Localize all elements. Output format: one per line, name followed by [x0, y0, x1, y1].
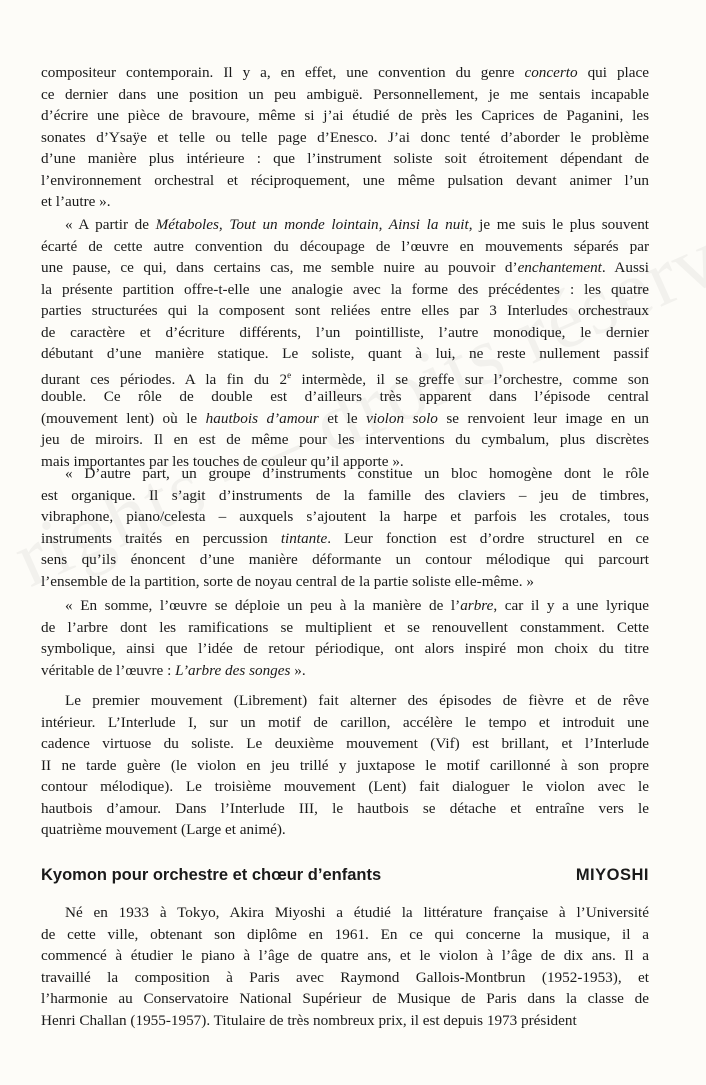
text-line [41, 429, 649, 451]
text-run: cadence virtuose du soliste. Le deuxième mouvement (Vif) est brillant, et l’Interlude [41, 735, 649, 752]
text-line [41, 617, 649, 639]
superscript: e [287, 369, 292, 380]
text-run: de l’arbre dont les ramifications se multiplient et se renouvellent constamment. Cette [41, 618, 649, 636]
composer-name: MIYOSHI [575, 866, 649, 884]
text-line [41, 279, 649, 301]
text-run: de caractère et d’écriture différents, l’un pointilliste, l’autre monodique, le dernier [41, 323, 649, 341]
text-run: « A partir de [65, 216, 156, 233]
text-run: Né en 1933 à Tokyo, Akira Miyoshi a étudié la littérature française à l’Université [65, 904, 649, 921]
paragraph-convention [41, 62, 649, 213]
text-run: sens qu’ils énoncent d’une manière déformante un contour mélodique qui parcourt [41, 551, 649, 568]
text-run: instruments traités en percussion [41, 529, 281, 547]
text-run: (mouvement lent) où le [41, 409, 206, 427]
text-run: Le premier mouvement (Librement) fait alterner des épisodes de fièvre et de rêve [65, 692, 649, 709]
text-run: durant ces périodes. A la fin du 2 [41, 370, 288, 388]
text-line [41, 463, 649, 485]
italic-text: enchantement [517, 259, 602, 276]
text-run: véritable de l’œuvre : [41, 661, 176, 679]
italic-text: arbre [460, 597, 494, 614]
text-run: intérieur. L’Interlude I, sur un motif de carillon, accélère le tempo et introduit une [41, 713, 649, 731]
paragraph-metaboles [41, 214, 649, 472]
text-line [41, 571, 649, 593]
italic-text: tintante [280, 529, 328, 547]
text-line [41, 170, 649, 192]
text-run: et l’autre ». [41, 193, 111, 210]
text-run: « D’autre part, un groupe d’instruments constitue un bloc homogène dont le rôle [65, 465, 649, 482]
text-run: l’harmonie au Conservatoire National Supérieur de Musique de Paris dans la classe de [41, 990, 649, 1007]
text-line [41, 690, 649, 712]
text-line [41, 485, 649, 507]
text-line [41, 300, 649, 322]
text-run: Henri Challan (1955-1957). Titulaire de très nombreux prix, il est depuis 1973 président [41, 1011, 577, 1029]
text-run: contour mélodique). Le troisième mouvement (Lent) fait dialoguer le violon avec le [41, 778, 649, 795]
text-run: l’environnement orchestral et réciproquement, une même pulsation devant animer l’un [41, 171, 649, 189]
text-run: de cette ville, obtenant son diplôme en 1961. En ce qui concerne la musique, il a [41, 925, 649, 943]
text-line [41, 343, 649, 365]
text-line [41, 148, 649, 170]
text-run: hautbois d’amour. Dans l’Interlude III, le hautbois se détache et entraîne vers le [41, 799, 649, 817]
text-run: compositeur contemporain. Il y a, en effet, une convention du genre [41, 64, 525, 81]
text-run: sonates d’Ysaÿe et telle ou telle page d’Enesco. J’ai donc tenté d’aborder le problème [41, 128, 649, 146]
text-run: II ne tarde guère (le violon en jeu trillé y juxtapose le motif carillonné à son propre [41, 756, 649, 774]
paragraph-mouvements [41, 690, 649, 841]
text-line [41, 191, 649, 213]
text-line [41, 105, 649, 127]
text-run: écarté de cette autre convention du découpage de l’œuvre en mouvements séparés par [41, 237, 649, 255]
text-run: ce dernier dans une position un peu ambiguë. Personnellement, je me sentais incapable [41, 85, 649, 103]
paragraph-instruments [41, 463, 649, 592]
text-line [41, 755, 649, 777]
text-line [41, 945, 649, 967]
text-run: débutant d’une manière statique. Le soliste, quant à lui, ne reste nullement passif [41, 345, 649, 362]
text-line [41, 638, 649, 660]
section-title: Kyomon pour orchestre et chœur d’enfants [41, 866, 382, 884]
text-line [41, 84, 649, 106]
text-run: se renvoient leur image en un [437, 409, 650, 427]
text-run: . Leur fonction est d’ordre structurel en ce [327, 529, 649, 547]
text-line [41, 506, 649, 528]
text-run: est organique. Il s’agit d’instruments de la famille des claviers – jeu de timbres, [41, 486, 649, 504]
text-run: jeu de miroirs. Il en est de même pour les interventions du cymbalum, plus discrètes [41, 431, 649, 448]
text-line [41, 595, 649, 617]
text-line [41, 365, 649, 387]
italic-text: Métaboles, Tout un monde lointain, Ainsi la nuit, [155, 216, 473, 233]
text-line [41, 408, 649, 430]
text-run: quatrième mouvement (Large et animé). [41, 821, 286, 838]
italic-text: hautbois d’amour [205, 409, 319, 427]
text-run: et le [318, 409, 367, 427]
italic-text: violon solo [366, 409, 438, 427]
text-run: ». [290, 661, 306, 679]
text-run: . Aussi [601, 259, 649, 276]
italic-text: L’arbre des songes [175, 661, 291, 679]
text-line [41, 127, 649, 149]
text-run: d’une manière plus intérieure : que l’instrument soliste soit étroitement dépendant de [41, 150, 649, 167]
text-line [41, 712, 649, 734]
text-line [41, 776, 649, 798]
section-heading [41, 862, 649, 888]
text-run: mais importantes par les touches de couleur qu’il apporte ». [41, 452, 404, 470]
text-run: qui place [577, 64, 649, 81]
text-run: double. Ce rôle de double est d’ailleurs très apparent dans l’épisode central [41, 388, 649, 405]
text-line [41, 967, 649, 989]
italic-text: concerto [524, 64, 578, 81]
text-run: une pause, ce qui, dans certains cas, me semble nuire au pouvoir d’ [41, 259, 518, 276]
text-run: la présente partition offre-t-elle une analogie avec la forme des précédentes : les quatre [41, 280, 649, 298]
text-line [41, 902, 649, 924]
paragraph-arbre [41, 595, 649, 681]
text-run: je me suis le plus souvent [472, 216, 650, 233]
text-line [41, 733, 649, 755]
text-line [41, 1010, 649, 1032]
text-run: commencé à étudier le piano à l’âge de quatre ans, et le violon à l’âge de dix ans. Il a [41, 947, 649, 964]
text-run: intermède, il se greffe sur l’orchestre, comme son [291, 370, 649, 388]
text-line [41, 660, 649, 682]
text-run: vibraphone, piano/celesta – auxquels s’ajoutent la harpe et parfois les crotales, tous [41, 508, 649, 525]
text-run: , car il y a une lyrique [493, 597, 649, 614]
text-line [41, 988, 649, 1010]
text-line [41, 819, 649, 841]
text-line [41, 924, 649, 946]
paragraph-biography [41, 902, 649, 1031]
text-line [41, 322, 649, 344]
text-line [41, 236, 649, 258]
text-line [41, 386, 649, 408]
text-line [41, 549, 649, 571]
text-line [41, 257, 649, 279]
text-run: parties structurées qui la composent sont reliées entre elles par 3 Interludes orchestraux [41, 302, 649, 319]
text-line [41, 528, 649, 550]
text-run: l’ensemble de la partition, sorte de noyau central de la partie soliste elle-même. » [41, 572, 534, 590]
text-run: « En somme, l’œuvre se déploie un peu à la manière de l’ [65, 597, 461, 614]
text-line [41, 798, 649, 820]
text-line [41, 62, 649, 84]
text-run: d’écrire une pièce de bravoure, même si j’ai étudié de près les Caprices de Paganini, les [41, 107, 649, 124]
text-run: symbolique, ainsi que l’idée de retour périodique, ont alors inspiré mon choix du titre [41, 640, 649, 657]
text-line [41, 214, 649, 236]
text-run: travaillé la composition à Paris avec Raymond Gallois-Montbrun (1952-1953), et [41, 968, 649, 986]
